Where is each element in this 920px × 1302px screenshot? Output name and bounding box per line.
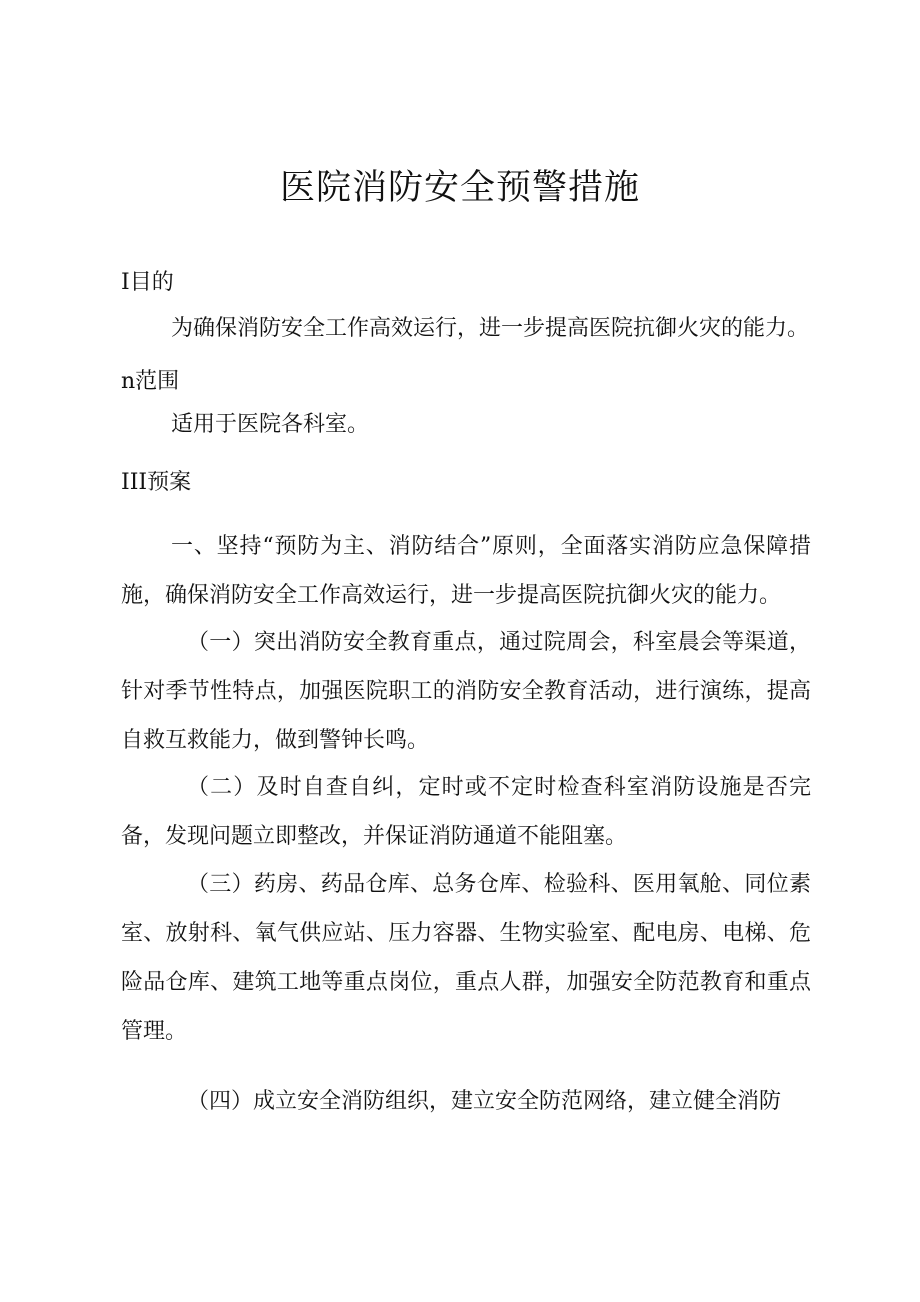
section-heading-plan: III预案 bbox=[121, 470, 192, 495]
section-body-purpose: 为确保消防安全工作高效运行，进一步提高医院抗御火灾的能力。 bbox=[171, 316, 810, 341]
document-title: 医院消防安全预警措施 bbox=[279, 168, 640, 208]
paragraph-item-2: （二）及时自查自纠，定时或不定时检查科室消防设施是否完备，发现问题立即整改，并保证消防通道不能阻塞。 bbox=[121, 775, 811, 849]
paragraph-item-1: （一）突出消防安全教育重点，通过院周会，科室晨会等渠道，针对季节性特点，加强医院职工的消防安全教育活动，进行演练，提高自救互救能力，做到警钟长鸣。 bbox=[121, 630, 811, 753]
section-heading-scope: n范围 bbox=[121, 369, 180, 394]
section-body-scope: 适用于医院各科室。 bbox=[171, 412, 370, 437]
paragraph-item-3: （三）药房、药品仓库、总务仓库、检验科、医用氧舱、同位素室、放射科、氧气供应站、压力容器、生物实验室、配电房、电梯、危险品仓库、建筑工地等重点岗位，重点人群，加强安全防范教育和重点管理。 bbox=[121, 872, 811, 1044]
paragraph-item-4: （四）成立安全消防组织，建立安全防范网络，建立健全消防 bbox=[187, 1089, 782, 1114]
section-heading-purpose: I目的 bbox=[121, 270, 174, 295]
paragraph-principle: 一、坚持“预防为主、消防结合”原则，全面落实消防应急保障措施，确保消防安全工作高效运行，进一步提高医院抗御火灾的能力。 bbox=[121, 534, 811, 608]
